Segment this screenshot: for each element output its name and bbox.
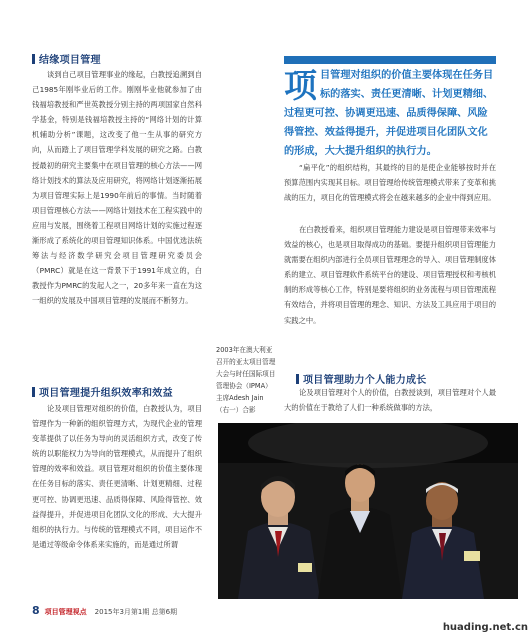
section-title-origin: 结缘项目管理 — [32, 51, 101, 66]
magazine-name: 项目管理视点 — [44, 608, 87, 616]
page-number: 8 — [32, 604, 40, 617]
pull-quote-bar — [284, 56, 496, 64]
paragraph-efficiency: 论及项目管理对组织的价值，白教授认为，项目管理作为一种新的组织管理方式，为现代企业的管理变革提供了以任务为导向的灵活组织方式，改变了传统的以职能权力为导向的管理模式，从而提升了组织管理的效率和效益。项目管理对组织的价值主要体现在任务目标的落实、责任更清晰、计划更精细、过程更可控、协调更迅速、品质得保障、风险得管控、效益得提升，并促进项目化团队文化的形成、大大提升组织的执行力。与传统的管理模式不同，项目运作不是通过等级命令体系来实施的，而是通过所谓 — [32, 404, 202, 549]
title-bar-marker — [32, 387, 35, 397]
title-bar-marker — [296, 374, 299, 384]
pull-quote — [284, 66, 496, 161]
people-photo-illustration — [218, 423, 518, 599]
issue-info: 2015年3月第1期 总第6期 — [94, 608, 178, 616]
conference-photo — [218, 423, 518, 599]
paragraph-flat-structure: “扁平化”的组织结构，其最终的目的是使企业能够按时并在预算范围内实现其目标。项目管理给传统管理模式带来了变革和挑战的压力，项目化的管理模式将会在越来越多的企业中得到应用。 — [284, 163, 496, 203]
pull-quote-text: 目管理对组织的价值主要体现在任务目标的落实、责任更清晰、计划更精细、过程更可控、协调更迅速、品质得保障、风险得管控、效益得提升，并促进项目化团队文化的形成，大大提升组织的执行力。 — [284, 69, 494, 157]
section-title-personal-growth: 项目管理助力个人能力成长 — [296, 371, 427, 386]
page-footer — [32, 604, 502, 618]
paragraph-origin: 谈到自己项目管理事业的缘起，白教授追溯到自己1985年刚毕业后的工作。刚刚毕业他就参加了由钱福培教授和严世英教授分别主持的两项国家自然科学基金，特别是钱福培教授主持的“网络计划的计算机辅助分析”课题，这改变了他一生从事的研究方向，从而踏上了项目管理学科发展的研究之路。白教授最初的研究主要集中在项目管理的核心方法——网络计划技术的算法及应用研究，将网络计划逐渐拓展为项目管理实际上是1990年前后的事情。当时随着项目管理核心方法——网络计划技术在工程实践中的应用与发展，围绕着工程项目网络计划的实施过程逐渐形成了系统化的项目管理知识体系。中国优选法统筹法与经济数学研究会项目管理研究委员会（PMRC）就是在这一背景下于1991年成立的，白教授作为PMRC的发起人之一，20多年来一直在为这一组织的发展及中国项目管理的发展而不断努力。 — [32, 70, 202, 306]
paragraph-personal-growth: 论及项目管理对个人的价值，白教授谈到，项目管理对个人最大的价值在于教给了人们一种系统做事的方法， — [284, 388, 497, 413]
pull-quote-drop-cap: 项 — [284, 66, 317, 105]
paragraph-capability: 在白教授看来，组织项目管理能力建设是项目管理带来效率与效益的核心，也是项目取得成功的基础。要提升组织项目管理能力就需要在组织内部进行全员项目管理理念的导入、项目管理制度体系的建立、项目管理软件系统平台的建设、项目管理授权和考核机制的形成等核心工作，特别是要将组织的业务流程与项目管理流程有效结合，并将项目管理的理念、知识、方法及工具应用于项目的实践之中。 — [284, 225, 497, 325]
site-watermark: huading.net.cn — [424, 620, 531, 636]
title-bar-marker — [32, 54, 35, 64]
section-title-efficiency: 项目管理提升组织效率和效益 — [32, 384, 173, 399]
photo-caption: 2003年在澳大利亚召开的亚太项目管理大会与时任国际项目管理协会（IPMA）主席Adesh Jain（右一）合影 — [216, 346, 276, 414]
